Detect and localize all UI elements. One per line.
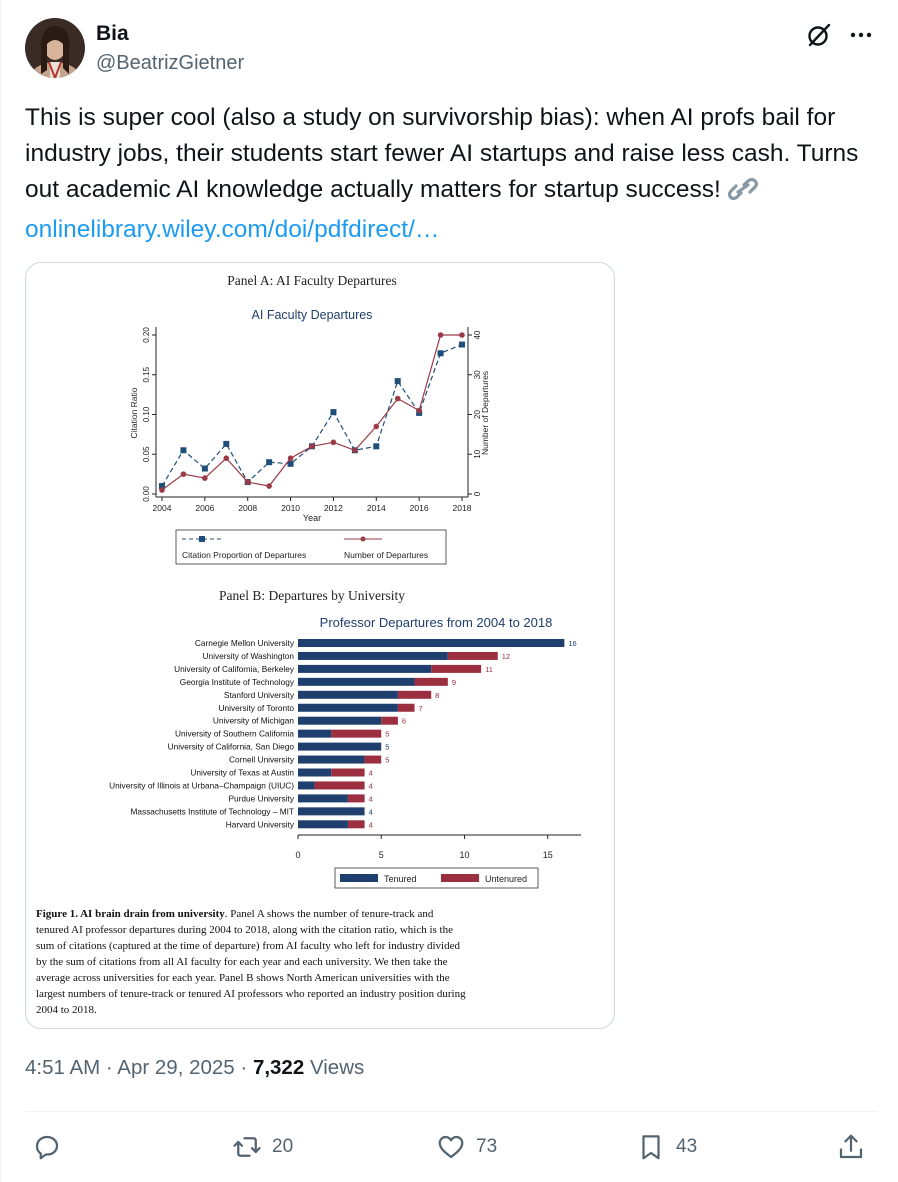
chart-b-total-label: 4 [368,768,373,778]
caption-line-6: 2004 to 2018. [36,1004,97,1016]
chart-a-xtick-label: 2018 [452,503,472,513]
chart-a-point [223,441,229,447]
display-name[interactable]: Bia [96,22,129,45]
chart-a-point [223,455,229,461]
chart-a-ytick-label: 0.15 [142,366,151,383]
chart-b-total-label: 12 [501,651,511,661]
chart-a-point [309,444,315,450]
heart-icon [436,1132,466,1162]
chart-a-xtick-label: 2014 [366,503,386,513]
caption-bold: Figure 1. AI brain drain from university [36,908,225,920]
chart-b-xtick-label: 15 [542,850,553,860]
chart-b-bar-tenured [298,704,398,712]
chart-b-total-label: 5 [385,742,390,752]
timestamp[interactable]: 4:51 AM · Apr 29, 2025 [25,1056,235,1079]
chart-a-point [352,447,358,453]
meta-separator: · [240,1056,253,1079]
chart-b-bar-untenured [331,769,364,777]
reply-button[interactable] [32,1130,62,1164]
chart-b-category-label: Purdue University [228,793,294,804]
chart-b-xtick-label: 10 [459,850,470,860]
grok-icon[interactable] [806,22,832,48]
chart-b-total-label: 9 [451,677,456,687]
chart-b-category-label: University of Texas at Austin [190,767,294,778]
chart-a-ytick-label: 0.00 [142,486,151,502]
chart-b-bar-untenured [431,665,481,673]
chart-b-total-label: 4 [368,807,373,817]
chart-b-xtick-label: 0 [295,850,301,860]
chart-a-point [266,459,272,465]
chart-b-bar-untenured [448,652,498,660]
chart-a-y2tick-label: 0 [473,491,482,497]
figure-caption [36,908,466,1016]
chart-a-xtick-label: 2012 [323,503,343,513]
panel-b-heading: Panel B: Departures by University [219,588,405,603]
share-button[interactable] [836,1130,866,1164]
chart-a-point [459,342,465,348]
legend-citation-label: Citation Proportion of Departures [182,550,307,560]
chart-b-bar-untenured [365,756,382,764]
caption-line-2: sum of citations (captured at the time of departure) from AI faculty who left for industry divided [36,940,460,952]
chart-b-total-label: 4 [368,781,373,791]
chart-b-category-label: University of California, Berkeley [174,663,294,674]
chart-b-bar-tenured [298,639,564,647]
chart-b-bar-tenured [298,820,348,828]
chart-a-ylabel: Citation Ratio [129,387,139,439]
chart-b-bar-tenured [298,678,415,686]
tweet-text [25,100,875,248]
chart-a-xtick-label: 2016 [409,503,429,513]
chart-b-bar-tenured [298,691,398,699]
chart-b-bar-untenured [331,730,381,738]
chart-b-category-label: University of Illinois at Urbana–Champaign (UIUC) [109,780,294,791]
chart-a-point [266,483,272,489]
chart-a-point [288,455,294,461]
chart-b-bar-untenured [381,717,398,725]
chart-a-y2tick-label: 10 [473,449,482,459]
chart-a-point [373,424,379,430]
chart-b-total-label: 8 [435,690,440,700]
chart-b-total-label: 16 [568,639,577,648]
chart-b-total-label: 4 [368,794,373,804]
chart-b-bar-tenured [298,769,331,777]
chart-b-bar-tenured [298,781,315,789]
like-button[interactable] [436,1130,497,1164]
user-handle[interactable]: @BeatrizGietner [96,52,245,74]
chart-b-category-label: Massachusetts Institute of Technology – MIT [130,806,294,817]
chart-a-point [373,443,379,449]
chart-a-y2label: Number of Departures [480,370,490,456]
chart-a-point [159,487,165,493]
chart-a-xtick-label: 2008 [238,503,258,513]
chart-b-category-label: Cornell University [228,754,294,765]
chart-a-y2tick-label: 30 [473,370,482,380]
tweet-meta [25,1056,364,1080]
chart-a-point [438,332,444,338]
tweet-body: This is super cool (also a study on survivorship bias): when AI profs bail for industry jobs, their students start fewer AI startups and raise less cash. Turns out academic AI knowledge actually matters for startup success! [25,104,859,203]
chart-b-bar-tenured [298,794,348,802]
caption-line-3: by the sum of citations from all AI faculty for each year and each university. We then take the [36,956,448,968]
figure-image[interactable] [25,262,615,1029]
legend-tenured-label: Tenured [384,874,417,884]
chart-a-legend [176,530,446,564]
bookmark-count: 43 [676,1136,698,1157]
chart-a-y2tick-label: 20 [473,410,482,419]
chart-a-xtick-label: 2006 [195,503,215,513]
chart-b-bar-untenured [415,678,448,686]
chart-b-bar-untenured [348,820,365,828]
chart-b-bar-tenured [298,743,381,751]
caption-line-4: average across universities for each year. Panel B shows North American universities with the [36,972,450,984]
views-count: 7,322 [252,1056,305,1079]
left-border [0,0,1,1182]
chart-b-bar-tenured [298,807,365,815]
chart-a-point [181,471,187,477]
retweet-count: 20 [272,1136,294,1157]
chart-a-point [395,378,401,384]
chart-b-bar-tenured [298,717,381,725]
chart-b-total-label: 5 [385,755,390,765]
chart-a-point [331,440,337,446]
chart-a-point [245,479,251,485]
chart-b-category-label: University of Southern California [175,728,294,739]
retweet-button[interactable] [232,1130,293,1164]
chart-a-xlabel: Year [302,513,322,523]
chart-a-point [459,332,465,338]
chart-b-total-label: 5 [385,729,390,739]
chart-b-total-label: 4 [368,820,373,830]
chart-a-xtick-label: 2004 [152,503,172,513]
caption-line-0: . Panel A shows the number of tenure-track and [224,908,434,920]
chart-b-total-label: 11 [485,664,493,674]
chart-a-ytick-label: 0.05 [142,446,151,463]
panel-a-heading: Panel A: AI Faculty Departures [227,273,397,288]
legend-number-label: Number of Departures [344,550,429,560]
chart-b-bar-tenured [298,665,431,673]
reply-icon [32,1132,62,1162]
chart-b-title: Professor Departures from 2004 to 2018 [319,615,553,630]
chart-a-point [330,409,336,415]
chart-b-category-label: University of California, San Diego [167,741,294,752]
chart-b-bar-untenured [315,781,365,789]
chart-a-y2tick-label: 40 [473,330,482,340]
chart-b-bar-tenured [298,756,365,764]
caption-line-5: largest numbers of tenure-track or tenured AI professors who reported an industry position during [36,988,466,1000]
chart-b-category-label: University of Toronto [218,702,294,713]
chart-b-bar-untenured [398,704,415,712]
chart-a-point [438,350,444,356]
chart-a-ytick-label: 0.10 [142,406,151,423]
chart-b-category-label: Carnegie Mellon University [194,638,294,648]
like-count: 73 [476,1136,498,1157]
chart-a-xtick-label: 2010 [281,503,301,513]
chart-b-category-label: University of Washington [202,650,294,661]
bookmark-icon [636,1132,666,1162]
chart-b-category-label: Stanford University [223,689,294,700]
views-label: Views [309,1056,365,1079]
chart-b-bar-tenured [298,730,331,738]
chart-b-total-label: 6 [401,716,407,726]
chart-a-point [395,396,401,402]
chart-b-category-label: Georgia Institute of Technology [179,676,294,687]
chart-a-point [180,447,186,453]
retweet-icon [232,1132,262,1162]
divider [25,1111,877,1112]
chart-b-bar-tenured [298,652,448,660]
more-options-icon[interactable] [848,22,874,48]
legend-untenured-label: Untenured [485,874,528,884]
chart-a-point [416,408,422,414]
chart-b-legend [335,868,538,888]
chart-a-point [202,475,208,481]
share-icon [836,1132,866,1162]
chart-a-ytick-label: 0.20 [142,327,151,343]
chart-b-category-label: Harvard University [225,819,294,830]
chart-b-total-label: 7 [418,703,423,713]
chart-b-bar-untenured [398,691,431,699]
chart-a-title: AI Faculty Departures [251,308,373,322]
chart-b-xtick-label: 5 [378,850,384,860]
bookmark-button[interactable] [636,1130,697,1164]
chart-b-category-label: University of Michigan [212,715,294,726]
link-emoji-icon [728,176,760,212]
caption-line-1: tenured AI professor departures during 2004 to 2018, along with the citation ratio, which is the [36,924,453,936]
chart-a-point [202,466,208,472]
avatar[interactable] [25,18,85,78]
chart-b-bar-untenured [348,794,365,802]
tweet-link[interactable]: onlinelibrary.wiley.com/doi/pdfdirect/… [25,216,440,243]
svg-text:Figure 1. AI brain drain from [36,908,434,920]
